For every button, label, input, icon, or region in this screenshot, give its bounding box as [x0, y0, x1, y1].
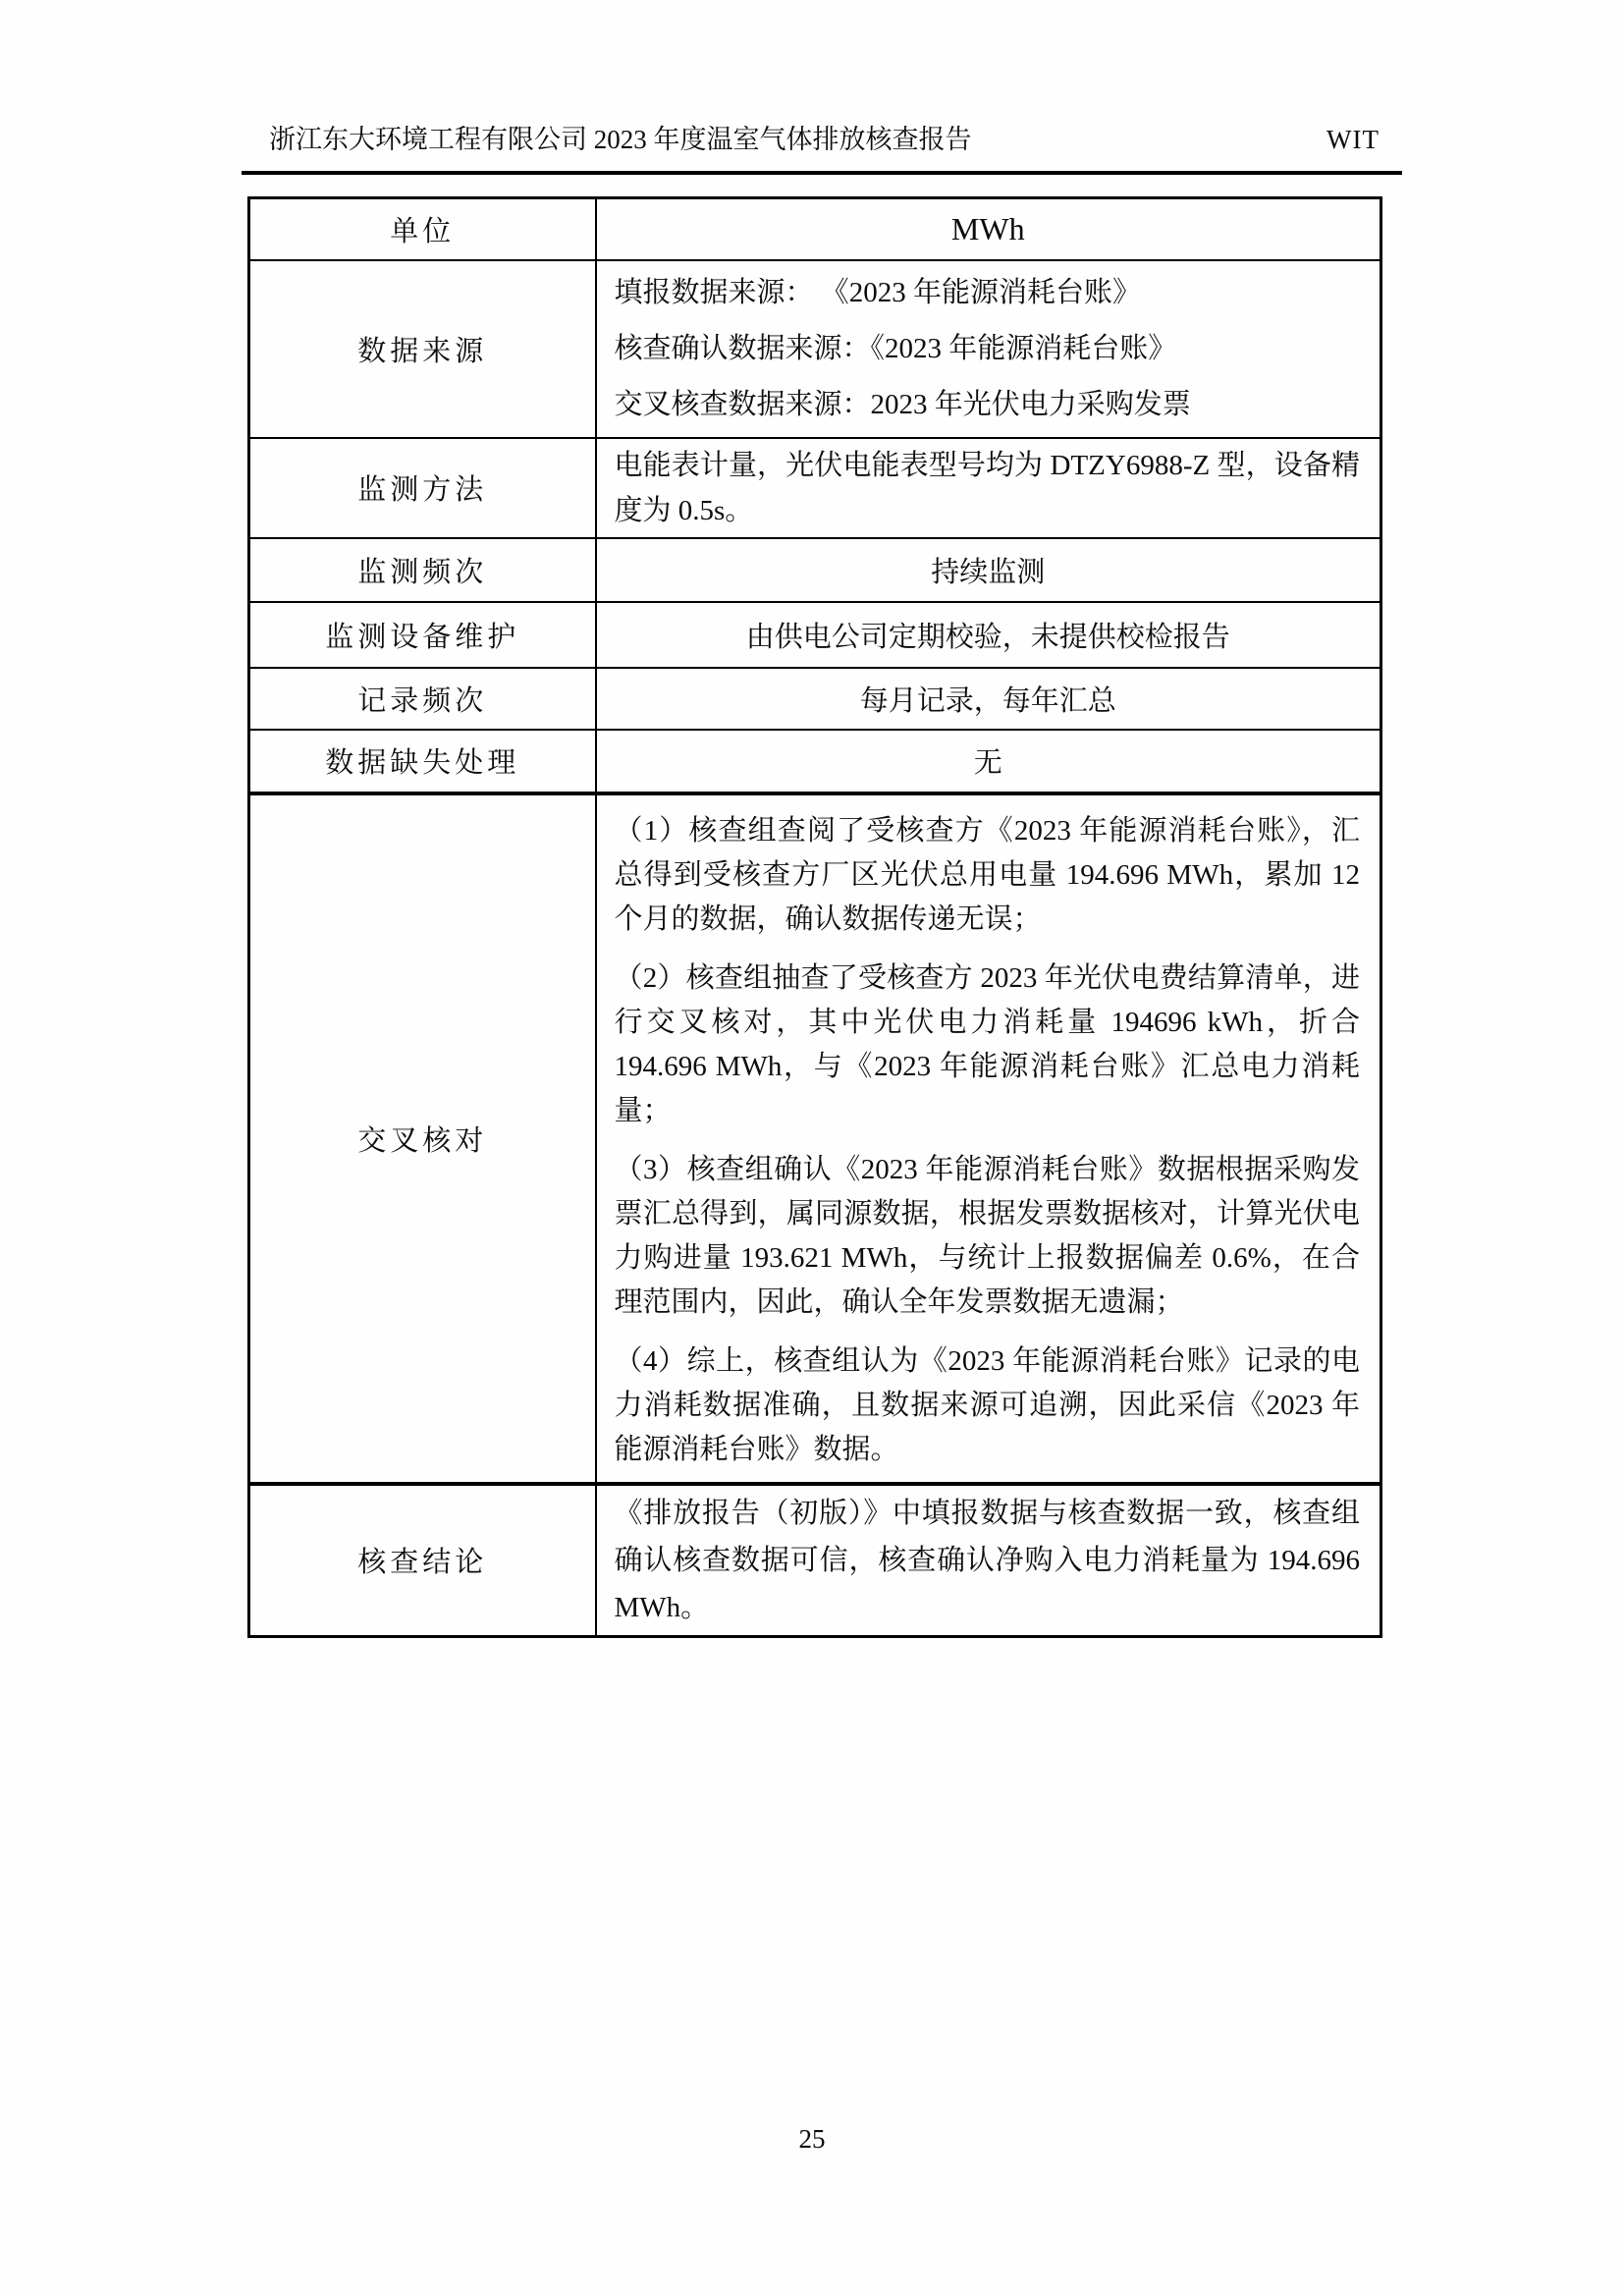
table-row-data-source — [249, 260, 1381, 438]
row-value-monitoring-method — [596, 438, 1381, 538]
row-label-monitoring-frequency: 监测频次 — [249, 538, 596, 602]
row-value-data-source — [596, 260, 1381, 438]
cross-check-paragraph-3: （3）核查组确认《2023 年能源消耗台账》数据根据采购发票汇总得到，属同源数据，根据发票数据核对，计算光伏电力购进量 193.621 MWh，与统计上报数据偏差 0.6%，在合理范围内，因此，确认全年发票数据无遗漏； — [614, 1153, 1360, 1318]
data-source-line: 核查确认数据来源：《2023 年能源消耗台账》 — [614, 332, 1177, 364]
header-wit-mark: WIT — [1326, 125, 1380, 154]
cross-check-paragraph-1: （1）核查组查阅了受核查方《2023 年能源消耗台账》，汇总得到受核查方厂区光伏总用电量 194.696 MWh，累加 12 个月的数据，确认数据传递无误； — [614, 814, 1360, 935]
header-report-title: 浙江东大环境工程有限公司 2023 年度温室气体排放核查报告 — [269, 125, 972, 154]
row-value-cross-check — [596, 793, 1381, 1484]
row-label-missing-data: 数据缺失处理 — [249, 730, 596, 793]
row-value-record-frequency: 每月记录，每年汇总 — [596, 668, 1381, 730]
cross-check-paragraph-2: （2）核查组抽查了受核查方 2023 年光伏电费结算清单，进行交叉核对，其中光伏电力消耗量 194696 kWh，折合 194.696 MWh，与《2023 年能源消耗台账》汇总电力消耗量； — [614, 961, 1360, 1126]
row-label-data-source: 数据来源 — [249, 260, 596, 438]
row-value-missing-data: 无 — [596, 730, 1381, 793]
header-divider-rule — [242, 171, 1402, 175]
table-row-record-frequency — [249, 668, 1381, 730]
monitoring-method-text: 电能表计量，光伏电能表型号均为 DTZY6988-Z 型，设备精度为 0.5s。 — [614, 449, 1360, 526]
table-row-cross-check — [249, 793, 1381, 1484]
monitoring-info-table — [247, 196, 1382, 1638]
row-label-unit: 单位 — [249, 198, 596, 260]
table-row-conclusion — [249, 1484, 1381, 1637]
row-label-monitoring-method: 监测方法 — [249, 438, 596, 538]
row-value-conclusion — [596, 1484, 1381, 1637]
page-header — [257, 118, 1380, 156]
conclusion-text: 《排放报告（初版）》中填报数据与核查数据一致，核查组确认核查数据可信，核查确认净购入电力消耗量为 194.696 MWh。 — [614, 1497, 1360, 1623]
table-row-monitoring-method — [249, 438, 1381, 538]
row-value-device-maintenance: 由供电公司定期校验，未提供校检报告 — [596, 602, 1381, 668]
table-row-unit — [249, 198, 1381, 260]
table-row-device-maintenance — [249, 602, 1381, 668]
row-value-unit: MWh — [596, 198, 1381, 260]
row-label-conclusion: 核查结论 — [249, 1484, 596, 1637]
row-label-record-frequency: 记录频次 — [249, 668, 596, 730]
row-label-device-maintenance: 监测设备维护 — [249, 602, 596, 668]
data-source-line: 填报数据来源： 《2023 年能源消耗台账》 — [614, 276, 1142, 308]
row-value-monitoring-frequency: 持续监测 — [596, 538, 1381, 602]
page-number: 25 — [798, 2124, 826, 2154]
row-label-cross-check: 交叉核对 — [249, 793, 596, 1484]
data-source-line: 交叉核查数据来源：2023 年光伏电力采购发票 — [614, 388, 1191, 420]
cross-check-paragraph-4: （4）综上，核查组认为《2023 年能源消耗台账》记录的电力消耗数据准确，且数据来源可追溯，因此采信《2023 年能源消耗台账》数据。 — [614, 1344, 1360, 1465]
table-row-monitoring-frequency — [249, 538, 1381, 602]
table-row-missing-data — [249, 730, 1381, 793]
